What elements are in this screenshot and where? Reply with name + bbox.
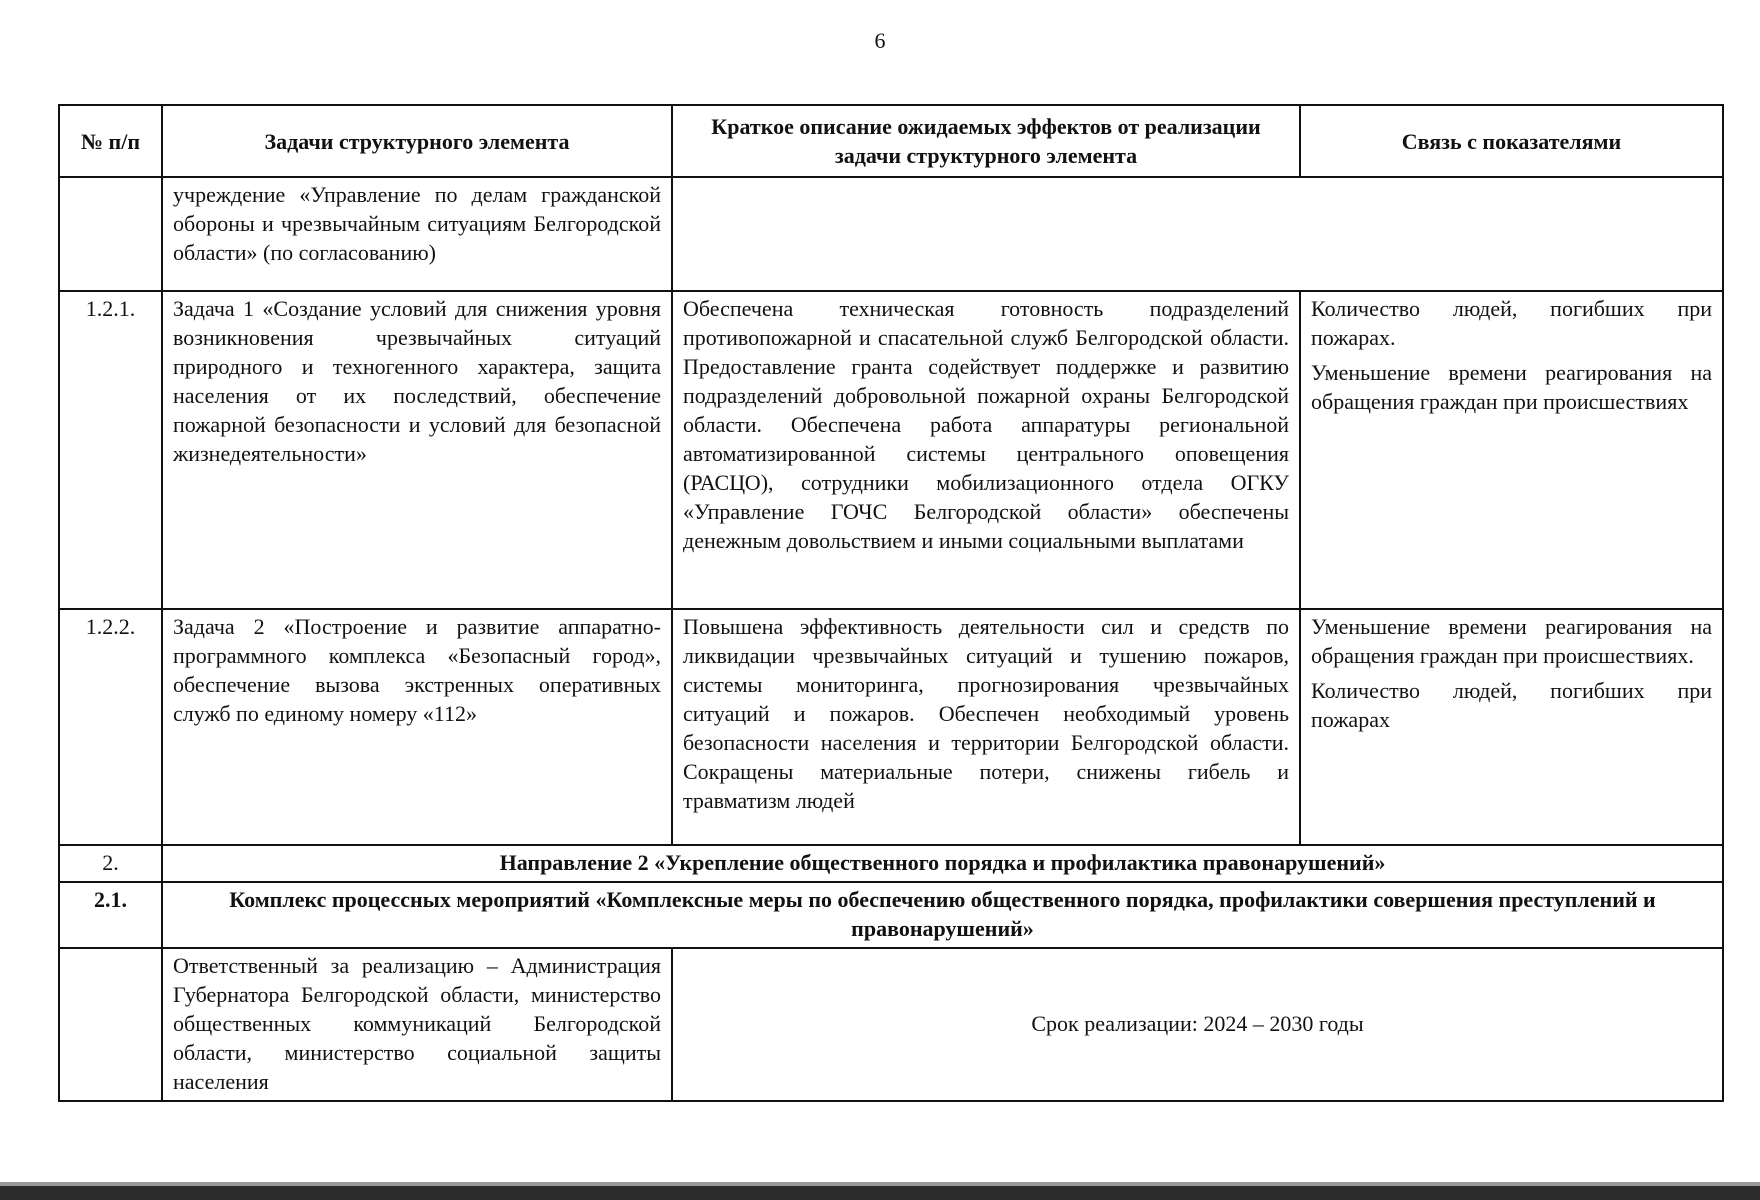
header-description: Краткое описание ожидаемых эффектов от реализации задачи структурного элемента <box>672 105 1300 177</box>
table-row <box>59 291 1723 609</box>
indicator-link: Количество людей, погибших при пожарах <box>1311 678 1712 732</box>
cell-num: 1.2.1. <box>59 291 162 609</box>
scan-edge <box>0 1186 1760 1200</box>
page-number: 6 <box>874 28 886 53</box>
table-header-row <box>59 105 1723 177</box>
cell-complex-title: Комплекс процессных мероприятий «Комплексные меры по обеспечению общественного порядка, профилактики совершения преступлений и правонарушений» <box>162 882 1723 948</box>
header-num: № п/п <box>59 105 162 177</box>
indicator-link: Количество людей, погибших при пожарах. <box>1311 296 1712 350</box>
cell-description: Повышена эффективность деятельности сил и средств по ликвидации чрезвычайных ситуаций и тушению пожаров, системы мониторинга, прогнозирования чрезвычайных ситуаций и пожаров. Обеспечен необходимый уровень безопасности населения и территории Белгородской области. Сокращены материальные потери, снижены гибель и травматизм людей <box>672 609 1300 845</box>
indicator-link: Уменьшение времени реагирования на обращения граждан при происшествиях. <box>1311 614 1712 668</box>
cell-direction-num: 2. <box>59 845 162 882</box>
cell-complex-num: 2.1. <box>59 882 162 948</box>
cell-num-empty <box>59 177 162 291</box>
table-row <box>59 609 1723 845</box>
header-task: Задачи структурного элемента <box>162 105 672 177</box>
cell-task: Задача 1 «Создание условий для снижения уровня возникновения чрезвычайных ситуаций природного и техногенного характера, защита населения от их последствий, обеспечение пожарной безопасности и условий для безопасной жизнедеятельности» <box>162 291 672 609</box>
cell-responsible: Ответственный за реализацию – Администрация Губернатора Белгородской области, министерство общественных коммуникаций Белгородской области, министерство социальной защиты населения <box>162 948 672 1101</box>
header-link: Связь с показателями <box>1300 105 1723 177</box>
cell-num-empty <box>59 948 162 1101</box>
cell-num: 1.2.2. <box>59 609 162 845</box>
program-table <box>58 104 1724 1102</box>
indicator-link: Уменьшение времени реагирования на обращения граждан при происшествиях <box>1311 360 1712 414</box>
cell-links <box>1300 609 1723 845</box>
cell-description: Обеспечена техническая готовность подразделений противопожарной и спасательной служб Белгородской области. Предоставление гранта содействует поддержке и развитию подразделений добровольной пожарной охраны Белгородской области. Обеспечена работа аппаратуры региональной автоматизированной системы центрального оповещения (РАСЦО), сотрудники мобилизационного отдела ОГКУ «Управление ГОЧС Белгородской области» обеспечены денежным довольствием и иными социальными выплатами <box>672 291 1300 609</box>
cell-empty <box>672 177 1723 291</box>
cell-direction-title: Направление 2 «Укрепление общественного порядка и профилактика правонарушений» <box>162 845 1723 882</box>
cell-task: Задача 2 «Построение и развитие аппаратно-программного комплекса «Безопасный город», обеспечение вызова экстренных оперативных служб по единому номеру «112» <box>162 609 672 845</box>
table-row-direction <box>59 845 1723 882</box>
table-row-continuation <box>59 177 1723 291</box>
cell-term: Срок реализации: 2024 – 2030 годы <box>672 948 1723 1101</box>
cell-continuation-text: учреждение «Управление по делам гражданской обороны и чрезвычайным ситуациям Белгородской области» (по согласованию) <box>162 177 672 291</box>
cell-links <box>1300 291 1723 609</box>
table-row-responsible <box>59 948 1723 1101</box>
table-row-complex <box>59 882 1723 948</box>
